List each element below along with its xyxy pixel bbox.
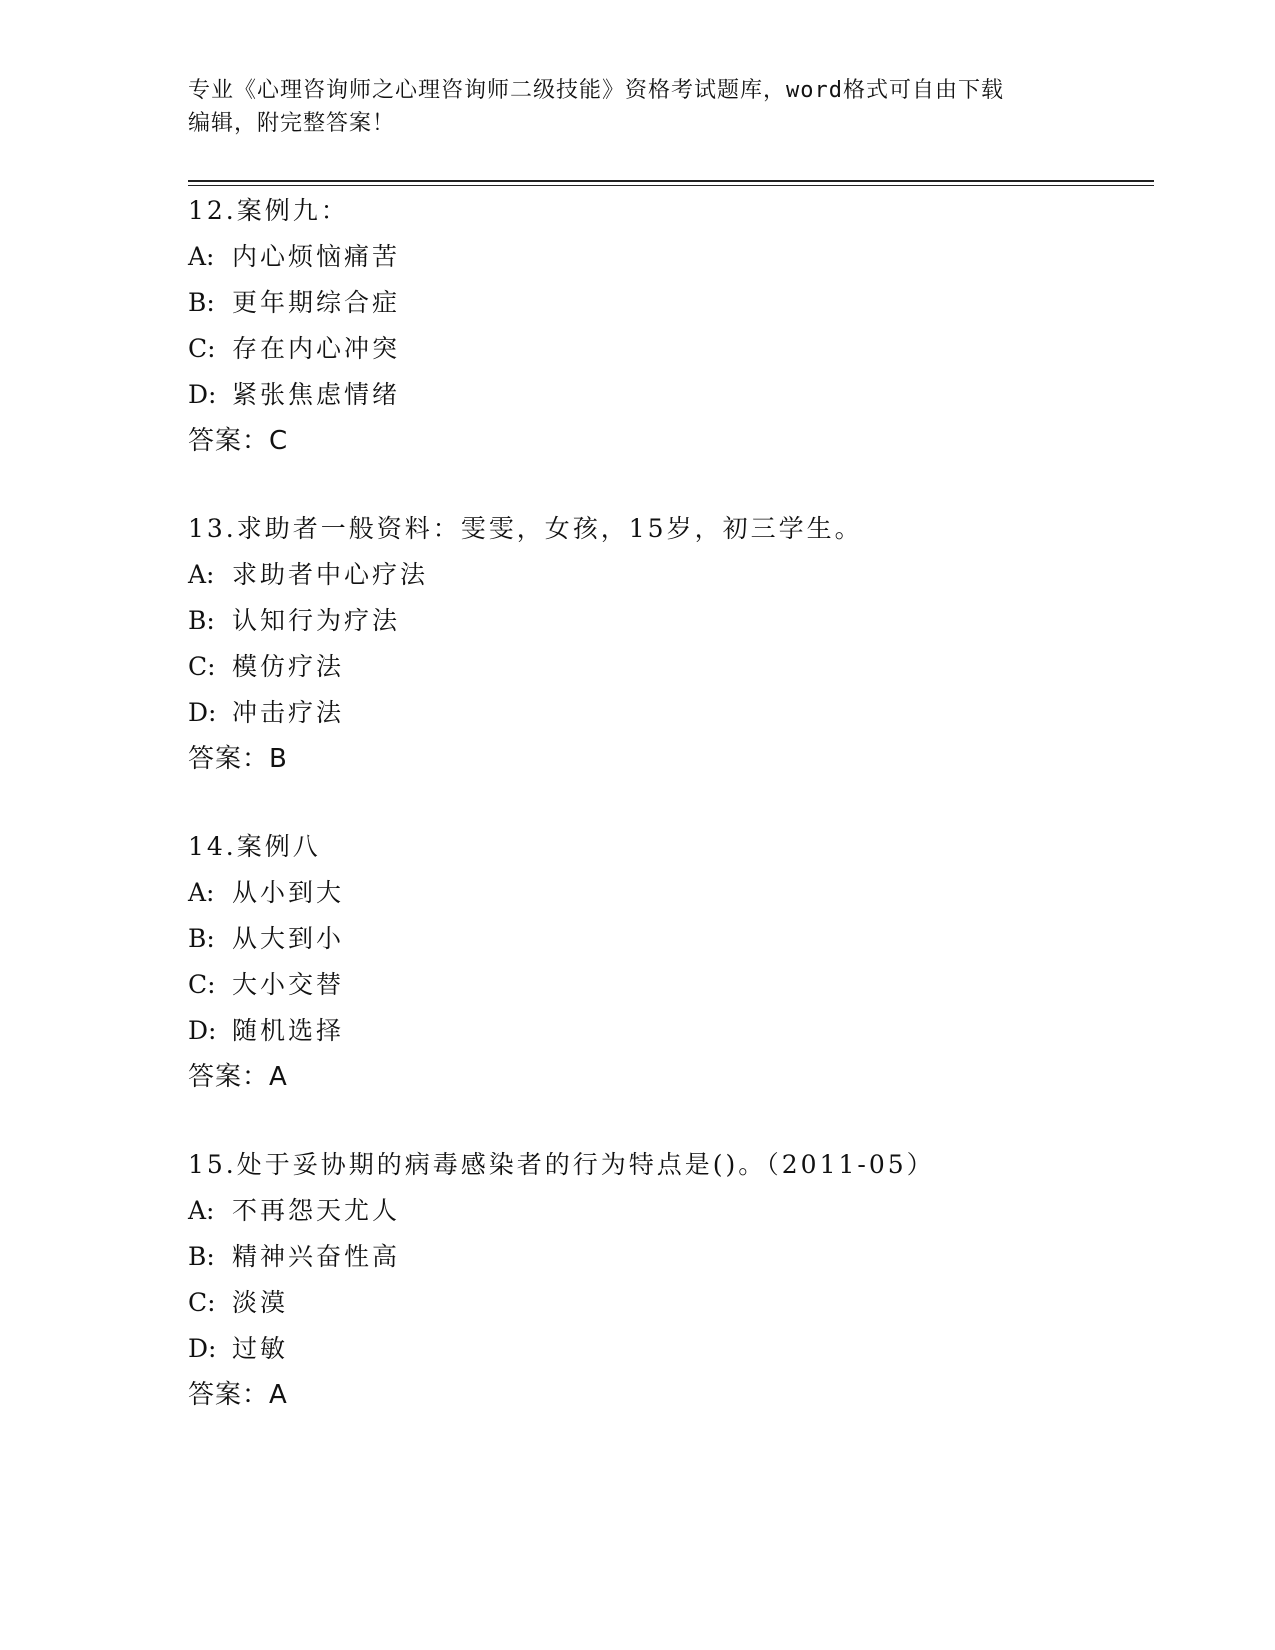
answer-line: 答案：A: [188, 1380, 288, 1410]
header-divider-thin: [188, 185, 1154, 186]
option-text: 淡漠: [232, 1288, 289, 1317]
option-text: 求助者中心疗法: [232, 560, 429, 589]
option-d: [188, 1008, 1154, 1054]
option-c: [188, 962, 1154, 1008]
option-letter: A:: [188, 560, 215, 589]
option-letter: C:: [188, 970, 216, 999]
option-a: [188, 870, 1154, 916]
option-c: [188, 644, 1154, 690]
option-text: 不再怨天尤人: [232, 1196, 401, 1225]
document-header: [188, 74, 1088, 140]
option-b: [188, 916, 1154, 962]
option-d: [188, 1326, 1154, 1372]
option-d: [188, 690, 1154, 736]
option-letter: B:: [188, 288, 215, 317]
answer-line: 答案：A: [188, 1062, 288, 1092]
option-letter: C:: [188, 334, 216, 363]
option-d: [188, 372, 1154, 418]
option-text: 更年期综合症: [232, 288, 401, 317]
question-list: [188, 188, 1154, 1460]
option-text: 冲击疗法: [232, 698, 345, 727]
header-line-1: 专业《心理咨询师之心理咨询师二级技能》资格考试题库，word格式可自由下载: [188, 78, 1004, 103]
option-text: 紧张焦虑情绪: [232, 380, 401, 409]
option-text: 随机选择: [232, 1016, 345, 1045]
option-letter: A:: [188, 1196, 215, 1225]
option-text: 从小到大: [232, 878, 345, 907]
option-text: 过敏: [232, 1334, 289, 1363]
option-letter: A:: [188, 242, 215, 271]
option-c: [188, 326, 1154, 372]
option-b: [188, 598, 1154, 644]
option-letter: B:: [188, 606, 215, 635]
question-stem: 12.案例九：: [188, 196, 349, 225]
option-c: [188, 1280, 1154, 1326]
option-letter: C:: [188, 1288, 216, 1317]
answer-line: 答案：C: [188, 426, 289, 456]
option-letter: D:: [188, 698, 217, 727]
option-a: [188, 234, 1154, 280]
option-text: 内心烦恼痛苦: [232, 242, 401, 271]
option-text: 精神兴奋性高: [232, 1242, 401, 1271]
option-letter: B:: [188, 1242, 215, 1271]
option-text: 模仿疗法: [232, 652, 345, 681]
option-letter: B:: [188, 924, 215, 953]
option-b: [188, 280, 1154, 326]
question-stem: 15.处于妥协期的病毒感染者的行为特点是()。（2011-05）: [188, 1150, 935, 1179]
question-15: [188, 1142, 1154, 1418]
answer-line: 答案：B: [188, 744, 288, 774]
option-a: [188, 1188, 1154, 1234]
option-text: 大小交替: [232, 970, 345, 999]
option-b: [188, 1234, 1154, 1280]
question-stem: 13.求助者一般资料：雯雯，女孩，15岁，初三学生。: [188, 514, 863, 543]
option-letter: D:: [188, 1334, 217, 1363]
option-letter: A:: [188, 878, 215, 907]
option-letter: D:: [188, 1016, 217, 1045]
question-stem: 14.案例八: [188, 832, 321, 861]
option-letter: D:: [188, 380, 217, 409]
option-text: 从大到小: [232, 924, 345, 953]
header-line-2: 编辑，附完整答案！: [188, 111, 396, 136]
option-letter: C:: [188, 652, 216, 681]
header-divider-thick: [188, 180, 1154, 182]
question-13: [188, 506, 1154, 782]
option-text: 存在内心冲突: [232, 334, 401, 363]
question-12: [188, 188, 1154, 464]
question-14: [188, 824, 1154, 1100]
option-a: [188, 552, 1154, 598]
option-text: 认知行为疗法: [232, 606, 401, 635]
